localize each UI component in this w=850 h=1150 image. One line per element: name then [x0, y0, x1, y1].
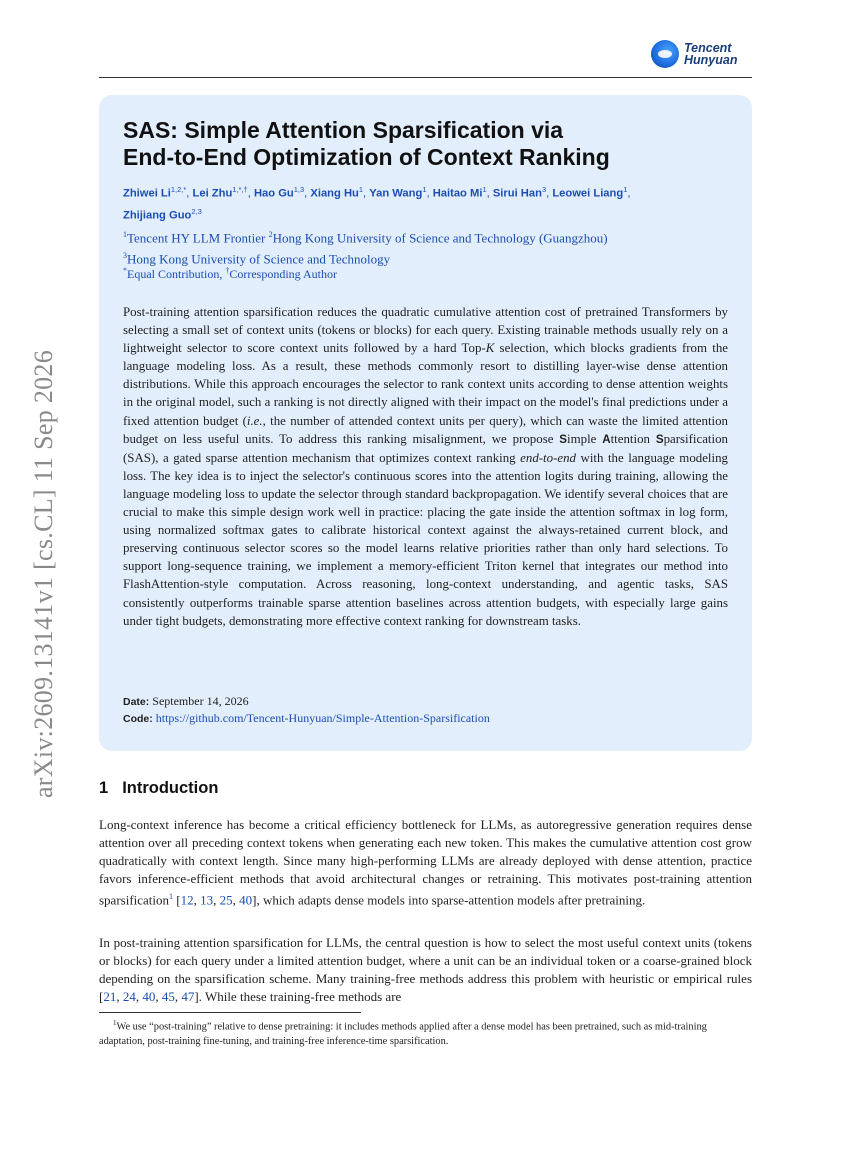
code-link[interactable]: https://github.com/Tencent-Hunyuan/Simple-Attention-Sparsification — [155, 711, 490, 725]
author-name[interactable]: Haitao Mi — [432, 187, 483, 200]
footnote-rule — [99, 1012, 361, 1013]
section-heading-introduction — [99, 779, 218, 798]
equal-text: Equal Contribution, — [127, 267, 226, 281]
abstract-part: parsification (SAS), a gated sparse attention mechanism that optimizes context ranking — [123, 431, 728, 465]
abstract-acronym-letter: S — [655, 432, 664, 446]
logo-line-2: Hunyuan — [684, 53, 738, 67]
affil-text: Hong Kong University of Science and Technology — [127, 251, 391, 267]
author-marks: 1,*,† — [232, 185, 248, 194]
author-name[interactable]: Sirui Han — [492, 187, 542, 200]
abstract-part: with the language modeling loss. The key idea is to inject the selector's continuous scores into the attention logits during training, allowing the language modeling loss to update the selector through standard backpropagation. We identify several choices that are crucial to make this simple design work well in practice: placing the gate inside the attention softmax in log form, using normalized softmax gates to calibrate historical context against the always-retained current block, and preserving continuous selector scores so the model learns relative priorities rather than only hard selections. To support long-sequence training, we implement a memory-efficient Triton kernel that integrates our method into FlashAttention-style computation. Across reasoning, long-context understanding, and agentic tasks, SAS consistently outperforms trainable sparse attention baselines across attention budgets, with especially large gains under tight budgets, demonstrating more effective context ranking for downstream tasks. — [123, 450, 728, 628]
hunyuan-logo-icon — [651, 40, 679, 68]
citation-link[interactable]: 45 — [161, 989, 175, 1005]
title-line-2: End-to-End Optimization of Context Ranking — [123, 144, 610, 170]
author-marks: 1 — [358, 185, 364, 194]
title-line-1: SAS: Simple Attention Sparsification via — [123, 117, 564, 143]
affil-mark: 2 — [268, 230, 273, 239]
author-name[interactable]: Xiang Hu — [310, 187, 359, 200]
abstract-acronym-letter: A — [602, 432, 611, 446]
citation-link[interactable]: 12 — [180, 892, 194, 908]
abstract-var: K — [485, 341, 495, 356]
affil-mark: 3 — [123, 251, 127, 261]
author-marks: 3 — [541, 185, 547, 194]
abstract-emphasis: end-to-end — [520, 450, 576, 465]
citation-link[interactable]: 40 — [239, 892, 253, 908]
author-name[interactable]: Yan Wang — [369, 187, 423, 200]
abstract-part: selection, which blocks gradients from the language modeling loss. As a result, these methods commonly resort to distilling layer-wise dense attention distributions. While this approach encourages the selector to rank context units according to dense attention weights in the original model, such a ranking is not directly aligned with their impact on the model's final predictions under a fixed attention budget ( — [123, 341, 729, 428]
citation-link[interactable]: 13 — [200, 892, 214, 908]
abstract-part: imple — [567, 431, 603, 446]
author-name[interactable]: Zhiwei Li — [123, 187, 171, 200]
author-list: Zhiwei $Li^{1,2,*}$, Lei Zhu$^{1,*,\dagger}$, Hao Gu$^{1,3}$, Xiang Hu$^1$, Yan Wang$^1$, Haitao Mi$^1$, Sirui Han$^3$, Leowei Liang$^1$, Zhijiang Guo$^{2,3}$ — [123, 185, 631, 222]
author-marks: 1 — [482, 185, 487, 194]
paragraph-text: ]. While these training-free methods are — [194, 989, 402, 1005]
abstract-part: Post-training attention sparsification reduces the quadratic cumulative attention cost of pretrained Transformers by selecting a small set of context units (tokens or blocks) for each query. Existing trainable methods usually rely on a lightweight selector to score context units followed by a hard Top- — [123, 305, 728, 356]
date-value: September 14, 2026 — [152, 694, 249, 708]
code-line — [123, 711, 490, 726]
footnote-text: We use “post-training” relative to dense pretraining: it includes methods applied after a dense model has been pretrained, such as mid-training adaptation, post-training fine-tuning, and training-free inference-time sparsification. — [99, 1021, 707, 1047]
affil-text: Hong Kong University of Science and Technology (Guangzhou) — [272, 230, 608, 246]
footnote-ref[interactable]: 1 — [169, 892, 174, 902]
logo-line-1: Tencent — [684, 41, 732, 55]
header-rule — [99, 77, 752, 78]
intro-paragraph-1: Long-context inference has become a critical efficiency bottleneck for LLMs, as autoregressive generation requires dense attention over all preceding context tokens when generating each new token. This makes the cumulative attention cost grow quadratically with context length. Since many high-performing LLMs are already deployed with dense attention, practice favors inference-efficient methods that avoid architectural changes or retraining. This motivates post-training attention sparsification$^1$ [12, 13, 25, 40], which adapts dense models into sparse-attention models after pretraining. — [99, 817, 752, 908]
intro-paragraph-2: In post-training attention sparsification for LLMs, the central question is how to select the most useful context units (tokens or blocks) for each query under a limited attention budget, where a unit can be an individual token or a coarse-grained block depending on the sparsification scheme. Many training-free methods address this problem with heuristic or empirical rules [21, 24, 40, 45, 47]. While these training-free methods are — [99, 935, 752, 1005]
footnote-mark: 1 — [113, 1019, 117, 1027]
citation-link[interactable]: 25 — [219, 892, 233, 908]
paragraph-text: ], which adapts dense models into sparse-attention models after pretraining. — [252, 892, 646, 908]
author-marks: 2,3 — [191, 206, 202, 216]
arxiv-identifier: arXiv:2609.13141v1 [cs.CL] 11 Sep 2026 — [29, 349, 58, 799]
affiliations — [123, 226, 733, 269]
author-name[interactable]: Leowei Liang — [552, 187, 624, 200]
footnote-1 — [99, 1016, 752, 1049]
tencent-hunyuan-logo — [651, 40, 737, 68]
corr-mark: † — [225, 266, 230, 275]
section-title: Introduction — [122, 779, 219, 797]
date-label: Date: — [123, 696, 150, 708]
citation-link[interactable]: 40 — [142, 989, 156, 1005]
author-marks: 1,3 — [293, 185, 305, 194]
code-label: Code: — [123, 713, 153, 725]
date-line — [123, 694, 249, 709]
corr-text: Corresponding Author — [229, 267, 337, 281]
author-marks: 1 — [422, 185, 427, 194]
paragraph-text: Long-context inference has become a critical efficiency bottleneck for LLMs, as autoregressive generation requires dense attention over all preceding context tokens when generating each new token. This makes the cumulative attention cost grow quadratically with context length. Since many high-performing LLMs are already deployed with dense attention, practice favors inference-efficient methods that avoid architectural changes or retraining. This motivates post-training attention sparsification — [99, 817, 752, 908]
section-number: 1 — [99, 779, 109, 797]
contribution-note — [123, 266, 337, 282]
arxiv-sidebar — [27, 318, 61, 830]
author-name[interactable]: Lei Zhu — [192, 187, 233, 200]
author-marks: 1,2,* — [170, 185, 187, 194]
abstract-part: ttention — [610, 431, 656, 446]
citation-link[interactable]: 47 — [181, 989, 195, 1005]
abstract-ie: i.e. — [246, 413, 263, 428]
affil-mark: 1 — [123, 230, 127, 239]
author-marks: 1 — [623, 185, 628, 194]
affil-text: Tencent HY LLM Frontier — [127, 230, 266, 246]
paragraph-text: In post-training attention sparsification for LLMs, the central question is how to select the most useful context units (tokens or blocks) for each query under a limited attention budget, where a unit can be an individual token or a coarse-grained block depending on the sparsification scheme. Many training-free methods address this problem with heuristic or empirical rules [ — [99, 935, 752, 1005]
abstract-acronym-letter: S — [559, 432, 568, 446]
paragraph-text: [ — [173, 892, 181, 908]
abstract-part: , the number of attended context units per query), which can waste the limited attention budget on less useful units. To address this ranking misalignment, we propose — [123, 413, 728, 446]
logo-wordmark — [684, 42, 737, 66]
citation-link[interactable]: 24 — [122, 989, 136, 1005]
author-name[interactable]: Zhijiang Guo — [123, 209, 192, 222]
citation-link[interactable]: 21 — [103, 989, 117, 1005]
author-name[interactable]: Hao Gu — [253, 187, 294, 200]
equal-mark: * — [123, 266, 127, 275]
paper-title — [123, 117, 733, 171]
abstract-body — [123, 303, 728, 630]
